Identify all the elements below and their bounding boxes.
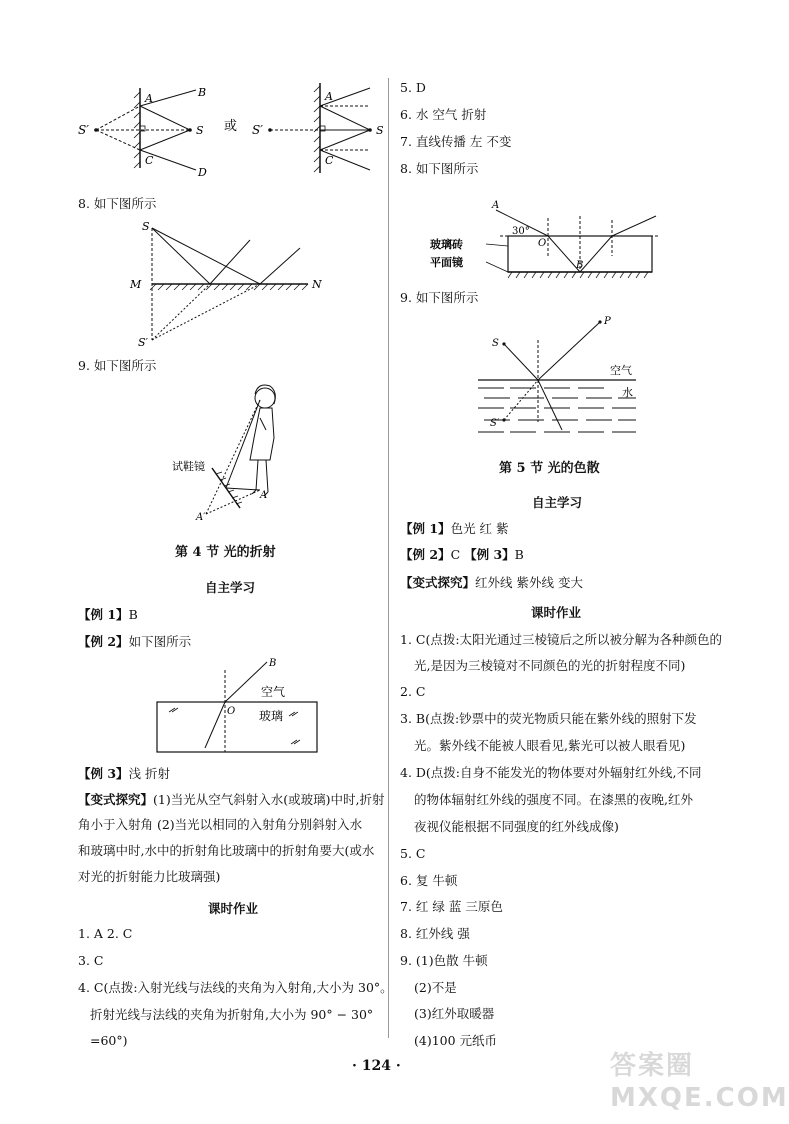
svg-text:O: O xyxy=(227,706,236,717)
right-answer-4b: 的物体辐射红外线的强度不同。在漆黑的夜晚,红外 xyxy=(414,792,693,807)
right-section-title: 第 5 节 光的色散 xyxy=(499,461,600,476)
right-ex3-label: 【例 3】 xyxy=(464,547,515,562)
svg-text:D: D xyxy=(198,166,207,179)
svg-text:O: O xyxy=(538,238,547,249)
svg-text:S′: S′ xyxy=(490,418,500,429)
svg-text:B: B xyxy=(576,260,584,271)
svg-text:S: S xyxy=(376,124,384,137)
svg-text:S: S xyxy=(142,220,150,233)
svg-text:空气: 空气 xyxy=(261,685,286,699)
left-answer-4b: 折射光线与法线的夹角为折射角,大小为 90° − 30° xyxy=(90,1007,374,1022)
left-ex2-text: 如下图所示 xyxy=(128,634,192,649)
figure-shoe-mirror xyxy=(170,378,330,528)
left-ex1-label: 【例 1】 xyxy=(78,607,129,622)
left-ex1-text: B xyxy=(128,607,138,622)
right-variant-label: 【变式探究】 xyxy=(400,575,476,590)
svg-text:A′: A′ xyxy=(196,512,206,523)
right-answer-9-2: (2)不是 xyxy=(414,980,457,995)
right-line-5: 5. D xyxy=(400,80,426,95)
right-ex1-text: 色光 红 紫 xyxy=(450,521,509,536)
svg-text:水: 水 xyxy=(622,386,633,399)
left-ex3-text: 浅 折射 xyxy=(128,766,171,781)
left-answer-3: 3. C xyxy=(78,953,104,968)
figure-mirror-reflection xyxy=(70,78,450,188)
left-answer-4c: =60°) xyxy=(90,1033,128,1048)
left-variant-line-4: 对光的折射能力比玻璃强) xyxy=(78,869,221,884)
figure-refraction-glass xyxy=(155,656,325,756)
svg-text:C: C xyxy=(325,154,334,167)
svg-text:S′: S′ xyxy=(252,123,263,137)
right-variant-text: 红外线 紫外线 变大 xyxy=(475,575,583,590)
svg-text:S′: S′ xyxy=(138,336,149,349)
left-ex3-label: 【例 3】 xyxy=(78,766,129,781)
svg-text:A: A xyxy=(492,200,500,211)
right-ex3-text: B xyxy=(514,547,524,562)
right-answer-3b: 光。紫外线不能被人眼看见,紫光可以被人眼看见) xyxy=(414,738,686,753)
svg-text:B: B xyxy=(269,658,277,669)
right-answer-8: 8. 红外线 强 xyxy=(400,926,470,941)
svg-text:B: B xyxy=(198,86,207,99)
left-variant-line-1: (1)当光从空气斜射入水(或玻璃)中时,折射 xyxy=(153,792,385,807)
svg-text:试鞋镜: 试鞋镜 xyxy=(172,460,205,473)
right-answer-9: 9. (1)色散 牛顿 xyxy=(400,953,488,968)
svg-text:玻璃: 玻璃 xyxy=(259,709,284,723)
right-answer-7: 7. 红 绿 蓝 三原色 xyxy=(400,899,503,914)
right-ex1-label: 【例 1】 xyxy=(400,521,451,536)
right-line-6: 6. 水 空气 折射 xyxy=(400,107,487,122)
left-variant-line-3: 和玻璃中时,水中的折射角比玻璃中的折射角要大(或水 xyxy=(78,843,375,858)
figure-water-surface xyxy=(474,312,644,442)
svg-text:S: S xyxy=(196,124,204,137)
left-variant-label: 【变式探究】 xyxy=(78,792,154,807)
svg-text:N: N xyxy=(312,278,322,291)
left-ex2-label: 【例 2】 xyxy=(78,634,129,649)
right-answer-9-3: (3)红外取暖器 xyxy=(414,1006,495,1021)
page-number: · 124 · xyxy=(352,1058,401,1074)
figure-glass-brick xyxy=(420,196,680,286)
left-homework: 课时作业 xyxy=(208,901,259,916)
left-answer-1: 1. A 2. C xyxy=(78,926,133,941)
right-answer-4: 4. D(点拨:自身不能发光的物体要对外辐射红外线,不同 xyxy=(400,765,702,780)
right-answer-3: 3. B(点拨:钞票中的荧光物质只能在紫外线的照射下发 xyxy=(400,711,697,726)
column-divider xyxy=(388,78,389,1038)
svg-text:平面镜: 平面镜 xyxy=(430,256,463,269)
right-answer-2: 2. C xyxy=(400,684,426,699)
svg-text:M: M xyxy=(130,278,142,291)
right-answer-6: 6. 复 牛顿 xyxy=(400,873,458,888)
watermark: 答案圈 MXQE.COM xyxy=(610,1051,789,1113)
svg-text:A: A xyxy=(325,90,333,103)
right-answer-4c: 夜视仪能根据不同强度的红外线成像) xyxy=(414,819,619,834)
right-answer-1b: 光,是因为三棱镜对不同颜色的光的折射程度不同) xyxy=(414,658,686,673)
right-q9: 9. 如下图所示 xyxy=(400,290,479,305)
left-q8: 8. 如下图所示 xyxy=(78,196,157,211)
or-label: 或 xyxy=(224,119,238,134)
right-self-study: 自主学习 xyxy=(532,495,583,510)
svg-text:C: C xyxy=(145,154,154,167)
left-answer-4: 4. C(点拨:入射光线与法线的夹角为入射角,大小为 30°。 xyxy=(78,980,393,995)
svg-text:玻璃砖: 玻璃砖 xyxy=(430,238,463,251)
right-line-7: 7. 直线传播 左 不变 xyxy=(400,134,512,149)
svg-text:P: P xyxy=(604,316,611,327)
left-q9: 9. 如下图所示 xyxy=(78,358,157,373)
svg-text:A: A xyxy=(145,92,153,105)
left-section-title: 第 4 节 光的折射 xyxy=(175,545,276,560)
svg-text:S: S xyxy=(492,338,499,349)
svg-text:A: A xyxy=(260,490,268,501)
right-answer-1: 1. C(点拨:太阳光通过三棱镜后之所以被分解为各种颜色的 xyxy=(400,632,723,647)
right-line-8: 8. 如下图所示 xyxy=(400,161,479,176)
right-homework: 课时作业 xyxy=(531,605,582,620)
right-ex2-label: 【例 2】 xyxy=(400,547,451,562)
figure-plane-mirror-mn xyxy=(130,218,330,348)
right-answer-5: 5. C xyxy=(400,846,426,861)
svg-text:30°: 30° xyxy=(512,226,530,237)
svg-text:S′: S′ xyxy=(78,123,89,137)
left-variant-line-2: 角小于入射角 (2)当光以相同的入射角分别斜射入水 xyxy=(78,817,363,832)
svg-text:空气: 空气 xyxy=(610,364,632,377)
right-ex2-text: C xyxy=(450,547,465,562)
right-answer-9-4: (4)100 元纸币 xyxy=(414,1033,498,1048)
left-self-study: 自主学习 xyxy=(205,580,256,595)
